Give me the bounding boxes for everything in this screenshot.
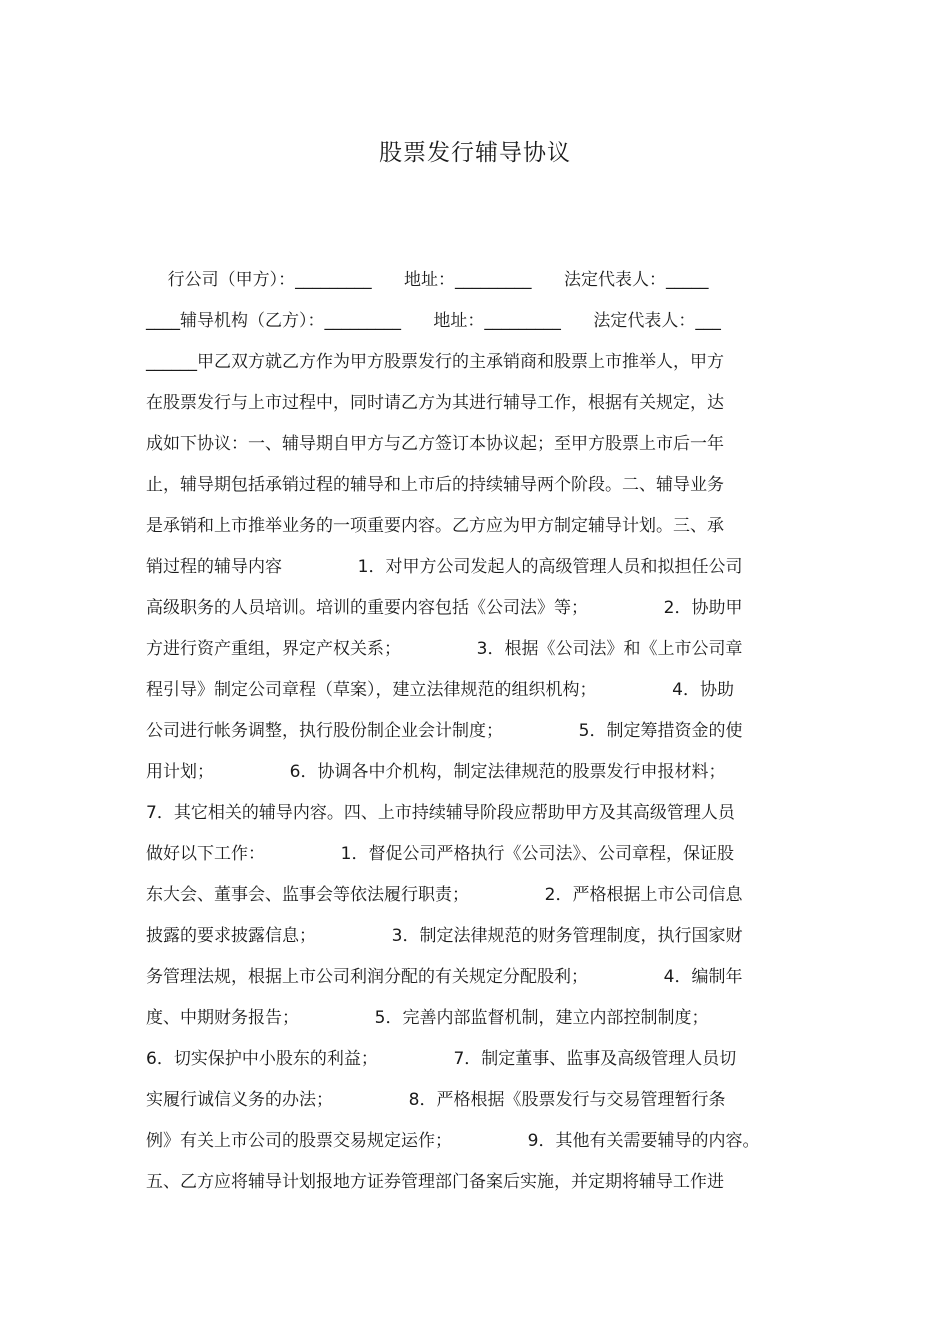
body-line: 6．切实保护中小股东的利益； 7．制定董事、监事及高级管理人员切 <box>146 1049 737 1069</box>
body-line: ______甲乙双方就乙方作为甲方股票发行的主承销商和股票上市推举人，甲方 <box>146 352 724 372</box>
body-line: 在股票发行与上市过程中，同时请乙方为其进行辅导工作，根据有关规定，达 <box>146 393 724 413</box>
body-line: 东大会、董事会、监事会等依法履行职责； 2．严格根据上市公司信息 <box>146 885 743 905</box>
document-body <box>146 260 826 1203</box>
body-line: 度、中期财务报告； 5．完善内部监督机制，建立内部控制制度； <box>146 1008 709 1028</box>
body-line: 止，辅导期包括承销过程的辅导和上市后的持续辅导两个阶段。二、辅导业务 <box>146 475 724 495</box>
body-line: 做好以下工作： 1．督促公司严格执行《公司法》、公司章程，保证股 <box>146 844 734 864</box>
body-line: 成如下协议：一、辅导期自甲方与乙方签订本协议起；至甲方股票上市后一年 <box>146 434 724 454</box>
body-line: 销过程的辅导内容 1．对甲方公司发起人的高级管理人员和拟担任公司 <box>146 557 743 577</box>
body-line: 披露的要求披露信息； 3．制定法律规范的财务管理制度，执行国家财 <box>146 926 743 946</box>
document-title: 股票发行辅导协议 <box>379 140 571 166</box>
body-line: 高级职务的人员培训。培训的重要内容包括《公司法》等； 2．协助甲 <box>146 598 743 618</box>
body-line: 是承销和上市推举业务的一项重要内容。乙方应为甲方制定辅导计划。三、承 <box>146 516 724 536</box>
body-line: 行公司（甲方）：_________ 地址：_________ 法定代表人：_____ <box>146 270 709 290</box>
body-line: ____辅导机构（乙方）：_________ 地址：_________ 法定代表人：___ <box>146 311 721 331</box>
body-line: 实履行诚信义务的办法； 8．严格根据《股票发行与交易管理暂行条 <box>146 1090 726 1110</box>
body-line: 程引导》制定公司章程（草案），建立法律规范的组织机构； 4．协助 <box>146 680 734 700</box>
body-line: 例》有关上市公司的股票交易规定运作； 9．其他有关需要辅导的内容。 <box>146 1131 760 1151</box>
body-line: 五、乙方应将辅导计划报地方证券管理部门备案后实施，并定期将辅导工作进 <box>146 1172 724 1192</box>
body-line: 公司进行帐务调整，执行股份制企业会计制度； 5．制定筹措资金的使 <box>146 721 743 741</box>
body-line: 方进行资产重组，界定产权关系； 3．根据《公司法》和《上市公司章 <box>146 639 743 659</box>
body-line: 用计划； 6．协调各中介机构，制定法律规范的股票发行申报材料； <box>146 762 726 782</box>
body-line: 7．其它相关的辅导内容。四、上市持续辅导阶段应帮助甲方及其高级管理人员 <box>146 803 735 823</box>
body-line: 务管理法规，根据上市公司利润分配的有关规定分配股利； 4．编制年 <box>146 967 743 987</box>
